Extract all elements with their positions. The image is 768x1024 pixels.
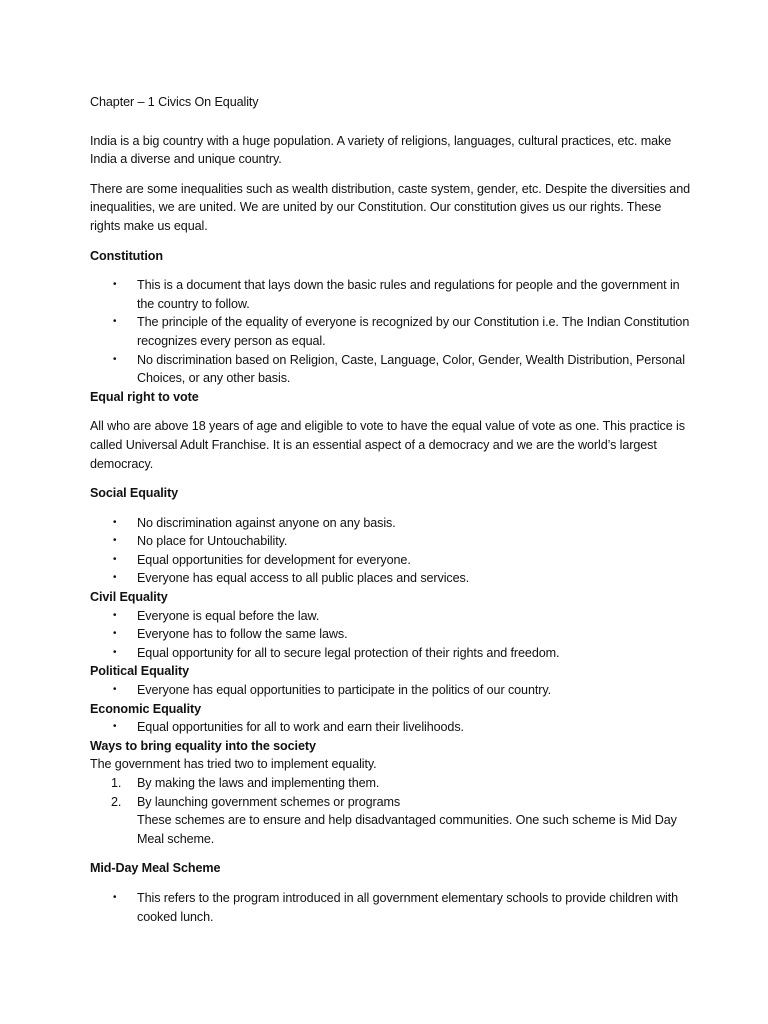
political-equality-list — [90, 681, 690, 700]
bullet-icon: • — [113, 316, 117, 328]
step-note: These schemes are to ensure and help disadvantaged communities. One such scheme is Mid Day Meal scheme. — [137, 813, 677, 846]
section-heading-mid-day-meal: Mid-Day Meal Scheme — [90, 861, 221, 876]
bullet-icon: • — [113, 572, 117, 584]
bullet-icon: • — [113, 646, 117, 658]
list-item: • Everyone has equal access to all public places and services. — [90, 569, 690, 588]
section-heading-economic-equality: Economic Equality — [90, 701, 201, 716]
list-item: • This is a document that lays down the basic rules and regulations for people and the government in the country to follow. — [113, 278, 680, 311]
bullet-icon: • — [113, 553, 117, 565]
step-number: 2. — [111, 794, 122, 809]
section-heading-ways-to-equality: Ways to bring equality into the society — [90, 738, 316, 753]
ways-intro-text: The government has tried two to implement equality. — [90, 757, 377, 772]
list-item: • This refers to the program introduced in all government elementary schools to provide children with cooked lunch. — [113, 890, 678, 924]
list-item: • Equal opportunities for all to work and earn their livelihoods. — [90, 718, 690, 737]
list-item: • Everyone has to follow the same laws. — [90, 625, 690, 644]
bullet-icon: • — [113, 609, 117, 621]
list-item: 2. By launching government schemes or programs These schemes are to ensure and help disadvantaged communities. One such scheme is Mid Day Meal scheme. — [111, 794, 677, 846]
section-heading-equal-vote: Equal right to vote — [90, 389, 199, 404]
section-heading-constitution: Constitution — [90, 248, 163, 263]
bullet-icon: • — [113, 535, 117, 547]
step-number: 1. — [111, 776, 122, 790]
bullet-icon: • — [113, 353, 117, 365]
bullet-icon: • — [113, 628, 117, 640]
bullet-icon: • — [113, 279, 117, 291]
bullet-icon: • — [113, 516, 117, 528]
bullet-icon: • — [113, 684, 117, 696]
chapter-title: Chapter – 1 Civics On Equality — [90, 95, 259, 109]
equal-vote-paragraph: All who are above 18 years of age and eligible to vote to have the equal value of vote as one. This practice is called Universal Adult Franchise. It is an essential aspect of a democracy and we are the world’s largest democracy. — [90, 419, 685, 471]
civil-equality-list — [90, 607, 690, 663]
economic-equality-list — [90, 718, 690, 737]
list-item: • Equal opportunity for all to secure legal protection of their rights and freedom. — [90, 644, 690, 663]
list-item: • Everyone is equal before the law. — [90, 607, 690, 626]
list-item: • Everyone has equal opportunities to participate in the politics of our country. — [90, 681, 690, 700]
ways-steps-list — [90, 774, 690, 848]
section-heading-civil-equality: Civil Equality — [90, 590, 168, 605]
list-item: 1. By making the laws and implementing them. — [90, 774, 690, 793]
list-item: • No discrimination against anyone on any basis. — [90, 514, 690, 533]
mid-day-meal-list — [90, 889, 690, 926]
bullet-icon: • — [113, 721, 117, 733]
document-body — [90, 93, 690, 926]
constitution-list — [90, 276, 690, 388]
list-item: • No place for Untouchability. — [90, 532, 690, 551]
section-heading-political-equality: Political Equality — [90, 664, 189, 679]
bullet-icon: • — [113, 891, 117, 903]
intro-paragraph-1: India is a big country with a huge population. A variety of religions, languages, cultural practices, etc. make India a diverse and unique country. — [90, 133, 672, 167]
list-item: • The principle of the equality of everyone is recognized by our Constitution i.e. The Indian Constitution recognizes every person as equal. — [113, 315, 690, 348]
list-item: • No discrimination based on Religion, Caste, Language, Color, Gender, Wealth Distribution, Personal Choices, or any other basis. — [113, 352, 685, 386]
intro-paragraph-2: There are some inequalities such as wealth distribution, caste system, gender, etc. Despite the diversities and inequalities, we are united. We are united by our Constitution. Our constitution gives us our rights. These rights make us equal. — [90, 181, 691, 233]
section-heading-social-equality: Social Equality — [90, 486, 179, 501]
social-equality-list — [90, 514, 690, 588]
list-item: • Equal opportunities for development for everyone. — [90, 551, 690, 570]
